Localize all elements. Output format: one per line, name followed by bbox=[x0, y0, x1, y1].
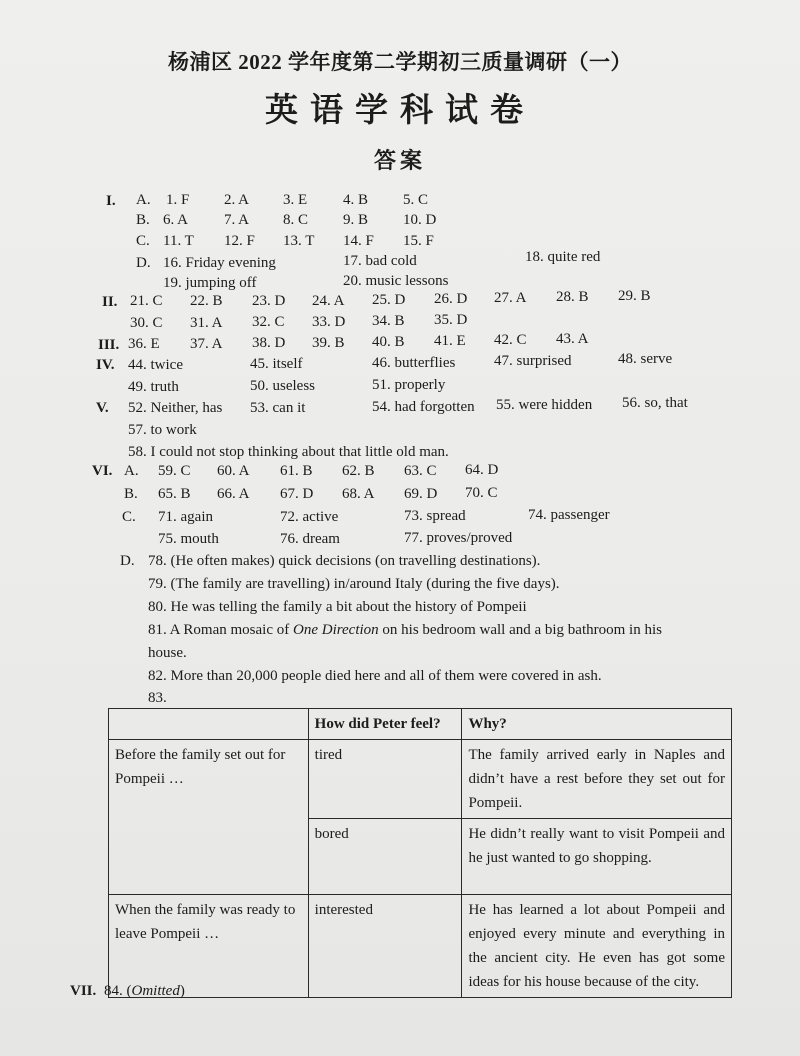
table-cell-stage: When the family was ready to leave Pompeii … bbox=[109, 895, 309, 998]
table-header-cell: How did Peter feel? bbox=[308, 709, 462, 740]
section-iv-label: IV. bbox=[96, 357, 115, 373]
answer-item: 31. A bbox=[190, 315, 223, 331]
answer-item: 67. D bbox=[280, 486, 314, 502]
answer-item: 22. B bbox=[190, 293, 223, 309]
answer-item: 37. A bbox=[190, 336, 223, 352]
section-vii-label: VII. bbox=[70, 983, 97, 999]
answer-item: 39. B bbox=[312, 335, 345, 351]
answer-sentence-part: on his bedroom wall and a big bathroom in his bbox=[378, 622, 662, 638]
answer-item: 46. butterflies bbox=[372, 355, 456, 371]
answer-sentence-italic: One Direction bbox=[293, 622, 379, 638]
answer-item: 27. A bbox=[494, 290, 527, 306]
answer-sentence: house. bbox=[148, 645, 187, 661]
answer-item: 75. mouth bbox=[158, 531, 219, 547]
answer-item: 69. D bbox=[404, 486, 438, 502]
answer-item: 56. so, that bbox=[622, 395, 688, 411]
answer-item: 10. D bbox=[403, 212, 437, 228]
answer-item: 41. E bbox=[434, 333, 466, 349]
answer-sentence-part: 84. ( bbox=[104, 983, 132, 999]
answer-item: 19. jumping off bbox=[163, 275, 257, 291]
question-number: 83. bbox=[148, 690, 167, 706]
answer-item: 15. F bbox=[403, 233, 434, 249]
answer-item: 57. to work bbox=[128, 422, 197, 438]
table-cell-why: He has learned a lot about Pompeii and enjoyed every minute and everything in the ancient city. He even has got some ideas for his house because of the city. bbox=[462, 895, 732, 998]
answer-item: 7. A bbox=[224, 212, 250, 228]
answer-item: 25. D bbox=[372, 292, 406, 308]
table-cell-why: He didn’t really want to visit Pompeii and he just wanted to go shopping. bbox=[462, 819, 732, 895]
answer-item: 26. D bbox=[434, 291, 468, 307]
answer-item: 49. truth bbox=[128, 379, 179, 395]
section-i-label: I. bbox=[106, 193, 116, 209]
answer-item: 58. I could not stop thinking about that little old man. bbox=[128, 444, 449, 460]
answer-item: 18. quite red bbox=[525, 249, 601, 265]
answer-item: 77. proves/proved bbox=[404, 530, 513, 546]
answer-item: 60. A bbox=[217, 463, 250, 479]
answer-item: 14. F bbox=[343, 233, 374, 249]
answer-item: 40. B bbox=[372, 334, 405, 350]
answer-item: 47. surprised bbox=[494, 353, 572, 369]
answer-item: 30. C bbox=[130, 315, 163, 331]
answer-sentence bbox=[148, 622, 662, 639]
answer-item: 4. B bbox=[343, 192, 369, 208]
table-cell-feel: bored bbox=[308, 819, 462, 895]
answer-item: 5. C bbox=[403, 192, 429, 208]
answer-item: 51. properly bbox=[372, 377, 446, 393]
answer-sentence-part: 81. A Roman mosaic of bbox=[148, 622, 293, 638]
answer-item: 36. E bbox=[128, 336, 160, 352]
answer-sentence-italic: Omitted bbox=[131, 983, 180, 999]
exam-subject-title: 英语学科试卷 bbox=[265, 93, 535, 129]
section-vi-d-label: D. bbox=[120, 553, 135, 569]
answer-item: 16. Friday evening bbox=[163, 255, 276, 271]
table-row bbox=[109, 740, 732, 819]
answer-item: 35. D bbox=[434, 312, 468, 328]
answer-item: 70. C bbox=[465, 485, 498, 501]
answer-item: 71. again bbox=[158, 509, 213, 525]
table-cell-feel: interested bbox=[308, 895, 462, 998]
answer-item: 1. F bbox=[166, 192, 190, 208]
table-header-cell bbox=[109, 709, 309, 740]
table-cell-why: The family arrived early in Naples and didn’t have a rest before they set out for Pompeii. bbox=[462, 740, 732, 819]
answer-sentence: 82. More than 20,000 people died here and all of them were covered in ash. bbox=[148, 668, 602, 684]
answer-item: 20. music lessons bbox=[343, 273, 449, 289]
answer-item: 53. can it bbox=[250, 400, 306, 416]
answer-item: 28. B bbox=[556, 289, 589, 305]
answer-sentence-part: ) bbox=[179, 983, 185, 999]
section-v-label: V. bbox=[96, 400, 109, 416]
answer-sentence bbox=[104, 983, 185, 1000]
answer-item: 12. F bbox=[224, 233, 255, 249]
answer-item: 43. A bbox=[556, 331, 589, 347]
section-i-a-label: A. bbox=[136, 192, 151, 208]
answer-key-title: 答案 bbox=[373, 148, 426, 173]
answer-item: 38. D bbox=[252, 335, 286, 351]
answer-item: 66. A bbox=[217, 486, 250, 502]
answer-item: 54. had forgotten bbox=[372, 399, 475, 415]
answer-item: 62. B bbox=[342, 463, 375, 479]
answer-item: 45. itself bbox=[250, 356, 303, 372]
answer-sentence: 78. (He often makes) quick decisions (on travelling destinations). bbox=[148, 553, 541, 569]
answer-item: 17. bad cold bbox=[343, 253, 417, 269]
section-ii-label: II. bbox=[102, 294, 118, 310]
answer-item: 52. Neither, has bbox=[128, 400, 223, 416]
section-vi-b-label: B. bbox=[124, 486, 138, 502]
answer-item: 23. D bbox=[252, 293, 286, 309]
answer-item: 29. B bbox=[618, 288, 651, 304]
answer-item: 9. B bbox=[343, 212, 369, 228]
section-i-b-label: B. bbox=[136, 212, 150, 228]
exam-region-title: 杨浦区 2022 学年度第二学期初三质量调研（一） bbox=[168, 50, 632, 74]
answer-item: 55. were hidden bbox=[496, 397, 593, 413]
answer-item: 50. useless bbox=[250, 378, 315, 394]
answer-item: 3. E bbox=[283, 192, 308, 208]
answer-item: 76. dream bbox=[280, 531, 340, 547]
table-header-row bbox=[109, 709, 732, 740]
answer-item: 24. A bbox=[312, 293, 345, 309]
section-vi-c-label: C. bbox=[122, 509, 136, 525]
answer-item: 33. D bbox=[312, 314, 346, 330]
answer-item: 72. active bbox=[280, 509, 339, 525]
section-i-c-label: C. bbox=[136, 233, 150, 249]
section-vi-label: VI. bbox=[92, 463, 113, 479]
table-header-cell: Why? bbox=[462, 709, 732, 740]
answer-table bbox=[108, 708, 732, 998]
table-cell-feel: tired bbox=[308, 740, 462, 819]
answer-item: 42. C bbox=[494, 332, 527, 348]
answer-item: 61. B bbox=[280, 463, 313, 479]
table-cell-stage: Before the family set out for Pompeii … bbox=[109, 740, 309, 895]
answer-item: 11. T bbox=[163, 233, 194, 249]
answer-item: 73. spread bbox=[404, 508, 466, 524]
answer-item: 2. A bbox=[224, 192, 250, 208]
section-vi-a-label: A. bbox=[124, 463, 139, 479]
answer-sentence: 80. He was telling the family a bit about the history of Pompeii bbox=[148, 599, 527, 615]
answer-item: 44. twice bbox=[128, 357, 183, 373]
answer-item: 74. passenger bbox=[528, 507, 610, 523]
answer-item: 32. C bbox=[252, 314, 285, 330]
answer-item: 21. C bbox=[130, 293, 163, 309]
answer-item: 64. D bbox=[465, 462, 499, 478]
answer-sentence: 79. (The family are travelling) in/around Italy (during the five days). bbox=[148, 576, 560, 592]
answer-item: 48. serve bbox=[618, 351, 673, 367]
answer-item: 65. B bbox=[158, 486, 191, 502]
section-i-d-label: D. bbox=[136, 255, 151, 271]
answer-item: 59. C bbox=[158, 463, 191, 479]
table-row bbox=[109, 895, 732, 998]
answer-item: 34. B bbox=[372, 313, 405, 329]
answer-item: 8. C bbox=[283, 212, 309, 228]
answer-item: 68. A bbox=[342, 486, 375, 502]
answer-item: 63. C bbox=[404, 463, 437, 479]
answer-item: 13. T bbox=[283, 233, 315, 249]
section-iii-label: III. bbox=[98, 337, 120, 353]
answer-item: 6. A bbox=[163, 212, 189, 228]
